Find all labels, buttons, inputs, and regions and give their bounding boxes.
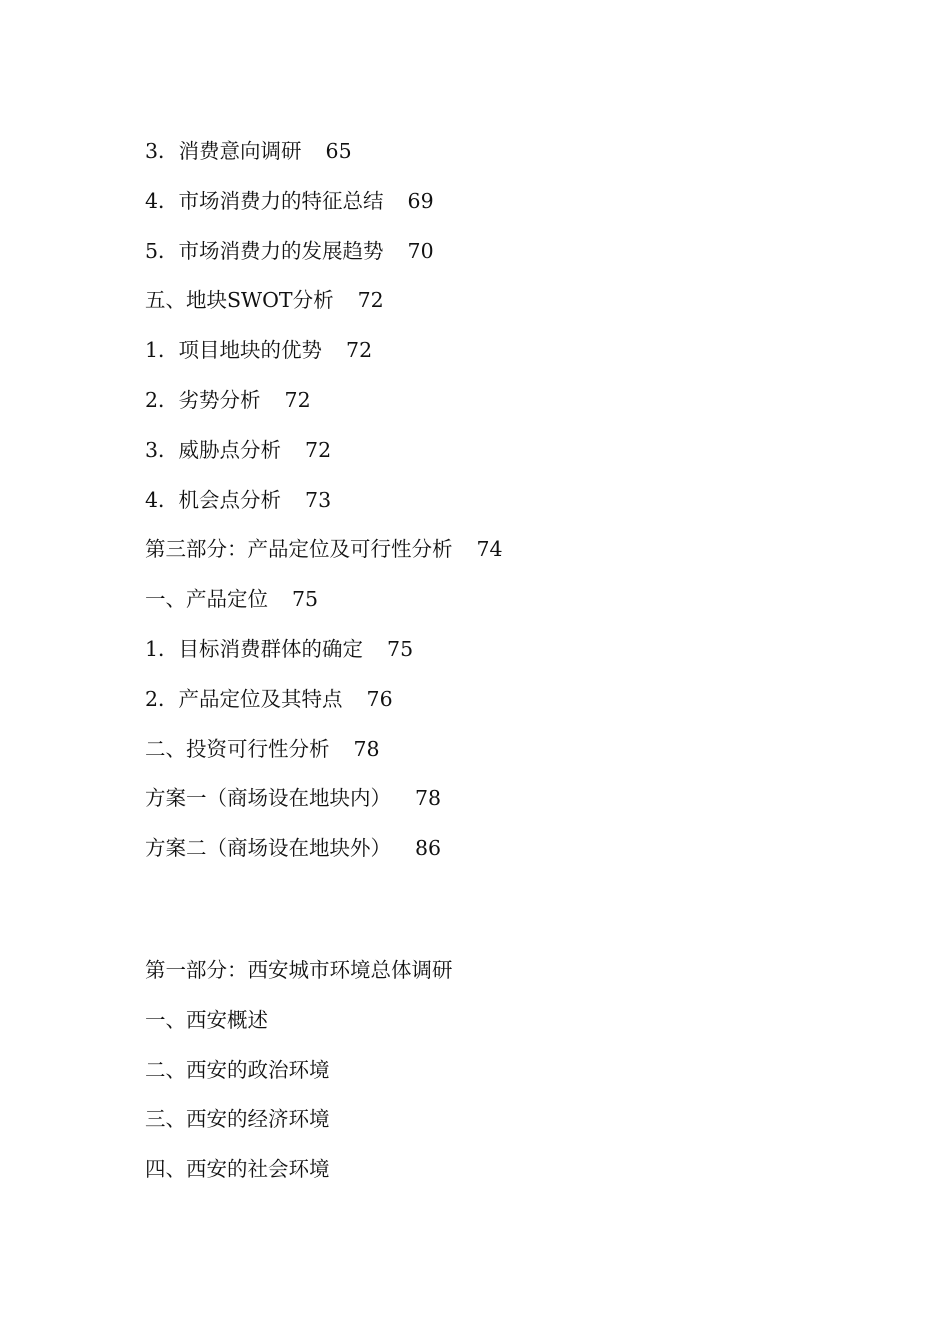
table-of-contents bbox=[145, 134, 503, 881]
toc-entry-page: 69 bbox=[407, 188, 434, 213]
toc-entry-title: 4．机会点分析 bbox=[145, 487, 282, 512]
toc-entry-page: 78 bbox=[415, 786, 442, 811]
toc-entry bbox=[145, 582, 503, 632]
toc-entry-title: 5．市场消费力的发展趋势 bbox=[145, 238, 384, 263]
toc-entry-page: 70 bbox=[407, 238, 434, 263]
toc-entry bbox=[145, 134, 503, 184]
toc-entry-page: 72 bbox=[305, 437, 332, 462]
toc-entry-title: 二、投资可行性分析 bbox=[145, 736, 330, 761]
toc-entry bbox=[145, 234, 503, 284]
toc-entry bbox=[145, 732, 503, 782]
toc-entry bbox=[145, 831, 503, 881]
section-outline bbox=[145, 953, 453, 1202]
toc-entry bbox=[145, 333, 503, 383]
toc-entry-title: 第三部分：产品定位及可行性分析 bbox=[145, 537, 453, 562]
toc-entry-page: 75 bbox=[292, 587, 319, 612]
section-heading: 二、西安的政治环境 bbox=[145, 1057, 330, 1082]
toc-entry-page: 78 bbox=[353, 736, 380, 761]
toc-entry-title: 2．产品定位及其特点 bbox=[145, 686, 343, 711]
section-heading: 三、西安的经济环境 bbox=[145, 1107, 330, 1132]
toc-entry bbox=[145, 632, 503, 682]
section-heading: 四、西安的社会环境 bbox=[145, 1157, 330, 1182]
toc-entry-page: 65 bbox=[325, 139, 352, 163]
toc-entry-title: 五、地块SWOT分析 bbox=[145, 288, 334, 313]
toc-entry-page: 72 bbox=[346, 338, 373, 363]
toc-entry bbox=[145, 184, 503, 234]
toc-entry-title: 2．劣势分析 bbox=[145, 387, 261, 412]
section-heading: 第一部分：西安城市环境总体调研 bbox=[145, 958, 453, 982]
toc-entry-page: 76 bbox=[366, 686, 393, 711]
toc-entry bbox=[145, 532, 503, 582]
toc-entry-page: 74 bbox=[476, 537, 503, 562]
toc-entry bbox=[145, 781, 503, 831]
section-heading: 一、西安概述 bbox=[145, 1007, 268, 1032]
toc-entry-page: 73 bbox=[305, 487, 332, 512]
toc-entry bbox=[145, 483, 503, 533]
toc-entry-title: 3．威胁点分析 bbox=[145, 437, 282, 462]
toc-entry-page: 75 bbox=[387, 636, 414, 661]
toc-entry-page: 72 bbox=[284, 387, 311, 412]
toc-entry bbox=[145, 383, 503, 433]
toc-entry-page: 72 bbox=[357, 288, 384, 313]
toc-entry-title: 方案二（商场设在地块外） bbox=[145, 836, 391, 861]
toc-entry-page: 86 bbox=[415, 836, 442, 861]
toc-entry-title: 4．市场消费力的特征总结 bbox=[145, 188, 384, 213]
toc-entry bbox=[145, 283, 503, 333]
toc-entry-title: 一、产品定位 bbox=[145, 587, 268, 612]
toc-entry-title: 方案一（商场设在地块内） bbox=[145, 786, 391, 811]
toc-entry bbox=[145, 682, 503, 732]
toc-entry-title: 1．项目地块的优势 bbox=[145, 338, 323, 363]
toc-entry bbox=[145, 433, 503, 483]
toc-entry-title: 3．消费意向调研 bbox=[145, 139, 302, 163]
toc-entry-title: 1．目标消费群体的确定 bbox=[145, 636, 364, 661]
